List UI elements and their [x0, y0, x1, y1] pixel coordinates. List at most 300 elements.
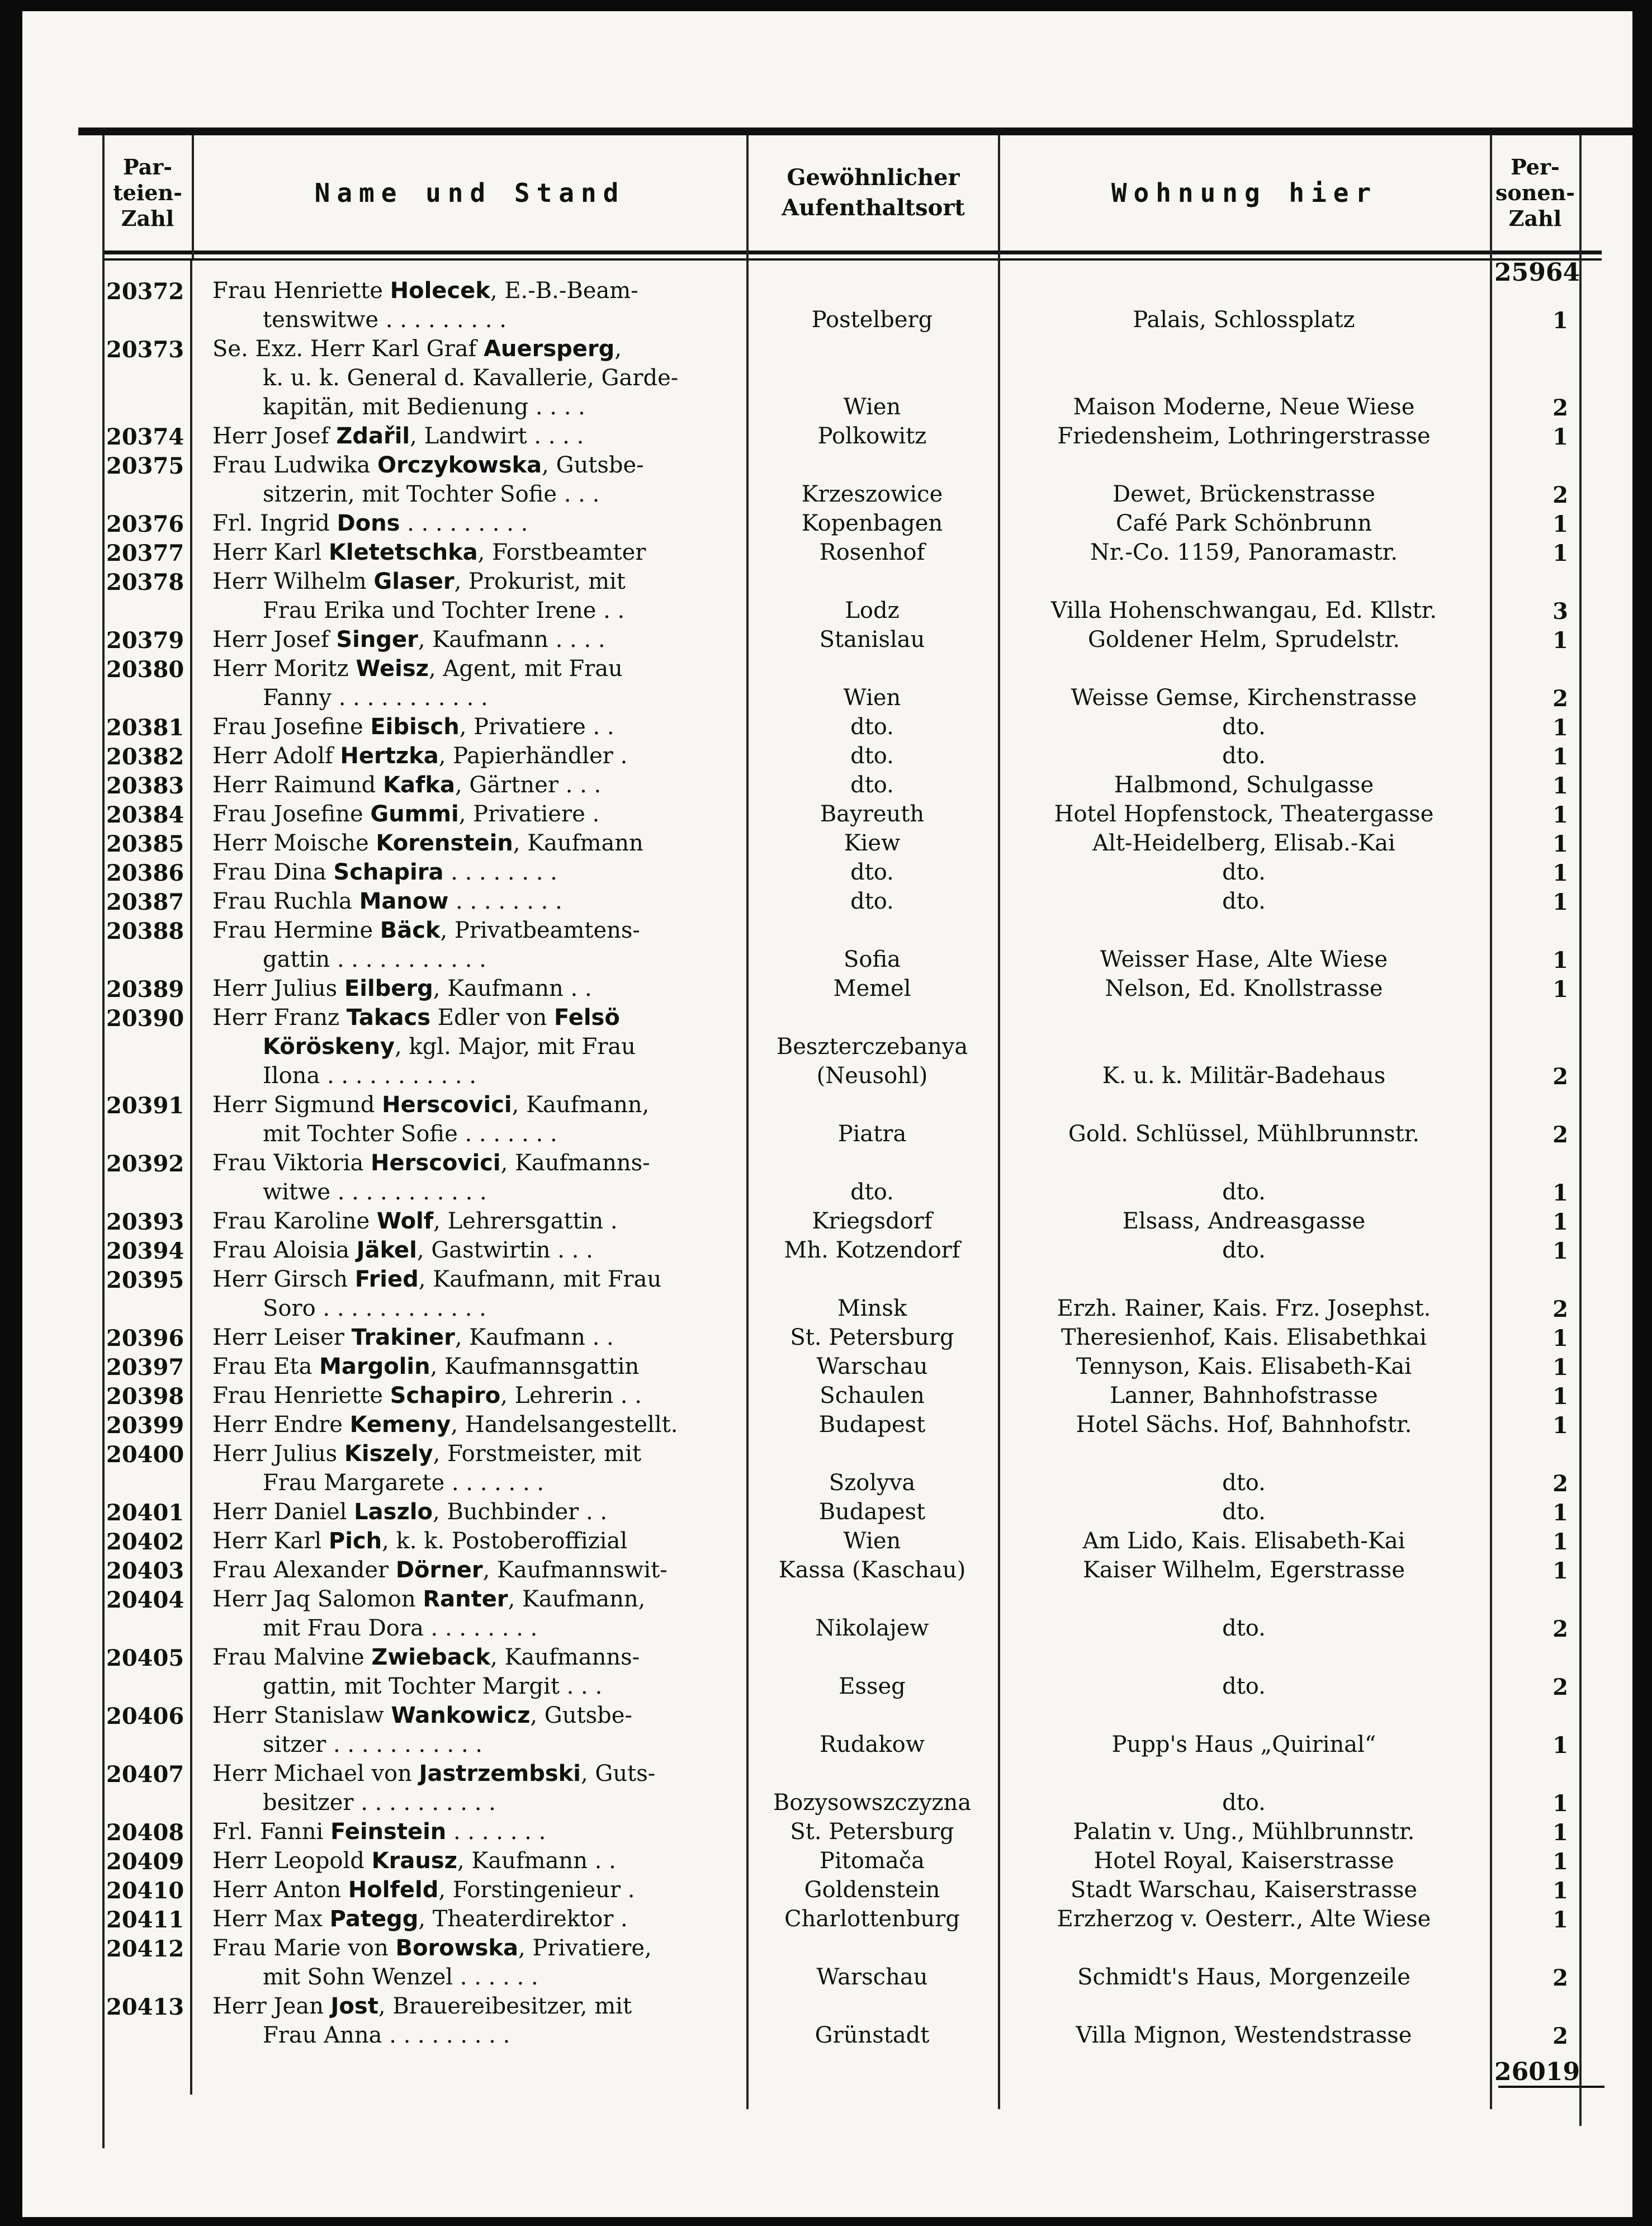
entry-name-line: [212, 596, 738, 625]
entry-name-line: [212, 1846, 738, 1875]
entry-residence: Kaiser Wilhelm, Egerstrasse: [1082, 1557, 1405, 1583]
entry-residence: Villa Hohenschwangau, Ed. Kllstr.: [1050, 598, 1437, 623]
col-line-left-body: [190, 261, 192, 2095]
header-origin-line-2: Aufenthaltsort: [782, 195, 965, 221]
entry-surname: Hertzka: [340, 743, 439, 769]
entry-persons: 2: [1552, 1122, 1568, 1148]
entry-name: [212, 625, 738, 654]
header-rule: [103, 251, 1602, 254]
entry-text: Herr Max: [212, 1906, 330, 1932]
entry-text: , Kaufmann . . . .: [418, 627, 605, 653]
entry-surname: Gummi: [370, 801, 459, 827]
entry-name: [212, 1701, 738, 1759]
entry-text: Frau Ruchla: [212, 888, 359, 914]
entry-name-line: [212, 858, 738, 887]
entry-persons: 2: [1552, 1965, 1568, 1991]
entry-name-line: [212, 1207, 738, 1236]
entry-text: Frau Josefine: [212, 801, 371, 827]
col-line-4: [998, 135, 1000, 2109]
entry-name-line: [212, 393, 738, 422]
entry-text: Herr Josef: [212, 423, 337, 449]
entry-origin: Wien: [843, 394, 901, 420]
entry-surname: Feinstein: [330, 1819, 447, 1845]
entry-name-line: [212, 1701, 738, 1730]
entry-number: 20392: [106, 1151, 184, 1177]
entry-residence: Halbmond, Schulgasse: [1114, 772, 1374, 798]
entry-number: 20385: [106, 831, 184, 857]
entry-surname: Kiszely: [344, 1441, 433, 1467]
entry-surname: Felsö: [554, 1005, 620, 1031]
entry-name-line: [212, 1526, 738, 1556]
entry-name: [212, 1497, 738, 1526]
entry-text: , Papierhändler .: [438, 743, 628, 769]
entry-residence: Goldener Helm, Sprudelstr.: [1087, 627, 1400, 653]
entry-surname: Dons: [337, 511, 400, 536]
entry-origin: Lodz: [845, 598, 900, 623]
entry-persons: 1: [1552, 1180, 1568, 1206]
entry-text: Frau Malvine: [212, 1644, 372, 1670]
entry-text: Herr Josef: [212, 627, 337, 653]
entry-name: [212, 1323, 738, 1352]
entry-text: Frau Josefine: [212, 714, 371, 740]
entry-name: [212, 1934, 738, 1992]
entry-persons: 1: [1552, 889, 1568, 915]
entry-text: Fanny . . . . . . . . . . .: [263, 685, 488, 711]
entry-text: , Brauereibesitzer, mit: [378, 1993, 632, 2019]
entry-text: , E.-B.-Beam-: [490, 278, 638, 304]
entry-residence: dto.: [1222, 714, 1266, 740]
entry-text: , Privatbeamtens-: [440, 918, 640, 943]
entry-text: , Guts-: [580, 1761, 656, 1787]
entry-residence: Lanner, Bahnhofstrasse: [1110, 1383, 1378, 1409]
entry-surname: Kletetschka: [328, 540, 478, 565]
entry-name-line: [212, 1090, 738, 1119]
entry-surname: Jastrzembski: [419, 1761, 581, 1787]
entry-text: . . . . . . . .: [448, 888, 562, 914]
entry-origin: dto.: [850, 1179, 894, 1205]
entry-text: , Kaufmanns-: [500, 1150, 650, 1176]
entry-text: Frl. Fanni: [212, 1819, 331, 1845]
entry-origin: Szolyva: [829, 1470, 916, 1496]
entry-name: [212, 1003, 738, 1090]
entry-text: , Landwirt . . . .: [410, 423, 584, 449]
entry-name-line: [212, 538, 738, 567]
entry-text: , Lehrerin . .: [500, 1383, 642, 1409]
entry-number: 20407: [106, 1761, 184, 1788]
entry-name-line: [212, 305, 738, 334]
col-line-3: [746, 135, 749, 2109]
header-persons-line-3: Zahl: [1508, 206, 1562, 231]
col-line-1: [102, 135, 105, 2148]
entry-name-line: [212, 683, 738, 712]
entry-surname: Wolf: [376, 1208, 434, 1234]
entry-residence: dto.: [1222, 743, 1266, 769]
entry-name-line: [212, 625, 738, 654]
entry-number: 20383: [106, 773, 184, 799]
entry-text: , Kaufmann . .: [433, 976, 592, 1001]
entry-surname: Margolin: [319, 1354, 430, 1379]
entry-name-line: [212, 829, 738, 858]
entry-residence: Hotel Sächs. Hof, Bahnhofstr.: [1076, 1412, 1412, 1438]
entry-text: ,: [614, 336, 622, 362]
entry-text: mit Frau Dora . . . . . . . .: [263, 1615, 538, 1641]
entry-text: Herr Girsch: [212, 1266, 355, 1292]
entry-text: Soro . . . . . . . . . . . .: [263, 1296, 486, 1321]
entry-name: [212, 1352, 738, 1381]
entry-name-line: [212, 1381, 738, 1410]
entry-name-line: [212, 1352, 738, 1381]
entry-name: [212, 1526, 738, 1556]
entry-text: Frau Alexander: [212, 1557, 396, 1583]
entry-name-line: [212, 451, 738, 480]
entry-residence: Tennyson, Kais. Elisabeth-Kai: [1076, 1354, 1412, 1379]
entry-text: , Buchbinder . .: [432, 1499, 608, 1525]
entry-persons: 1: [1552, 308, 1568, 334]
entry-origin: Rudakow: [820, 1732, 925, 1757]
entry-number: 20390: [106, 1005, 184, 1032]
entry-text: mit Sohn Wenzel . . . . . .: [263, 1964, 538, 1990]
entry-name-line: [212, 1410, 738, 1439]
entry-text: Herr Sigmund: [212, 1092, 382, 1118]
entry-text: Frau Viktoria: [212, 1150, 371, 1176]
entry-persons: 2: [1552, 686, 1568, 712]
entry-name-line: [212, 1119, 738, 1149]
entry-name: [212, 276, 738, 334]
entry-name-line: [212, 1265, 738, 1294]
entry-name-line: [212, 771, 738, 800]
entry-residence: Erzherzog v. Oesterr., Alte Wiese: [1057, 1906, 1431, 1932]
entry-number: 20412: [106, 1936, 184, 1962]
entry-persons: 1: [1552, 1383, 1568, 1410]
entry-name: [212, 712, 738, 741]
entry-text: Herr Wilhelm: [212, 569, 374, 594]
entry-name: [212, 1207, 738, 1236]
entry-origin: Bozysowszczyzna: [773, 1790, 972, 1816]
entry-residence: Maison Moderne, Neue Wiese: [1073, 394, 1415, 420]
entry-number: 20397: [106, 1354, 184, 1381]
entry-text: , Kaufmann . .: [457, 1848, 616, 1874]
header-persons-line-2: sonen-: [1495, 180, 1575, 205]
entry-text: Herr Daniel: [212, 1499, 354, 1525]
entry-surname: Holecek: [390, 278, 490, 304]
entry-number: 20372: [106, 278, 184, 305]
entry-persons: 1: [1552, 831, 1568, 857]
entry-persons: 2: [1552, 1616, 1568, 1642]
entry-persons: 2: [1552, 482, 1568, 508]
entry-name: [212, 567, 738, 625]
header-col-number: [105, 137, 190, 249]
entry-text: , Privatiere,: [518, 1935, 652, 1961]
entry-residence: Weisse Gemse, Kirchenstrasse: [1071, 685, 1417, 711]
entry-text: , kgl. Major, mit Frau: [395, 1034, 636, 1060]
entry-name: [212, 1090, 738, 1149]
entry-persons: 1: [1552, 976, 1568, 1003]
entry-origin: Stanislau: [819, 627, 925, 653]
entry-text: Frau Marie von: [212, 1935, 396, 1961]
entry-surname: Bäck: [380, 918, 441, 943]
entry-text: Frau Margarete . . . . . . .: [263, 1470, 545, 1496]
entry-name-line: [212, 945, 738, 974]
entry-surname: Pategg: [329, 1906, 419, 1932]
entry-surname: Takacs: [346, 1005, 431, 1031]
entry-text: , Kaufmann,: [512, 1092, 650, 1118]
entry-surname: Jäkel: [356, 1237, 417, 1263]
entry-residence: Alt-Heidelberg, Elisab.-Kai: [1092, 830, 1395, 856]
entry-text: mit Tochter Sofie . . . . . . .: [263, 1121, 557, 1147]
entry-name: [212, 916, 738, 974]
entry-text: Frau Henriette: [212, 278, 390, 304]
entry-number: 20374: [106, 424, 184, 450]
entry-name-line: [212, 1672, 738, 1701]
entry-name: [212, 1149, 738, 1207]
entry-name: [212, 1585, 738, 1643]
entry-name-line: [212, 654, 738, 683]
entry-residence: K. u. k. Militär-Badehaus: [1102, 1063, 1386, 1089]
entry-surname: Fried: [354, 1266, 419, 1292]
entry-origin: Polkowitz: [817, 423, 927, 449]
entry-residence: Nr.-Co. 1159, Panoramastr.: [1090, 540, 1398, 565]
entry-text: gattin . . . . . . . . . . .: [263, 947, 486, 972]
entry-surname: Herscovici: [382, 1092, 512, 1118]
entry-residence: dto.: [1222, 1237, 1266, 1263]
entry-text: Frau Eta: [212, 1354, 320, 1379]
header-rule-2: [103, 258, 1602, 261]
entry-text: sitzer . . . . . . . . . . .: [263, 1732, 482, 1757]
entry-text: Herr Jean: [212, 1993, 331, 2019]
entry-name-line: [212, 1643, 738, 1672]
entry-name: [212, 1846, 738, 1875]
entry-name-line: [212, 422, 738, 451]
entry-number: 20379: [106, 627, 184, 654]
entry-text: Herr Franz: [212, 1005, 347, 1031]
entry-text: Herr Julius: [212, 1441, 344, 1467]
entry-persons: 1: [1552, 1790, 1568, 1817]
entry-text: . . . . . . .: [446, 1819, 546, 1845]
entry-text: Herr Karl: [212, 1528, 329, 1554]
entry-text: besitzer . . . . . . . . . .: [263, 1790, 496, 1816]
entry-text: Frau Ludwika: [212, 452, 377, 478]
entry-name-line: [212, 741, 738, 771]
entry-text: Frau Aloisia: [212, 1237, 357, 1263]
entry-origin: dto.: [850, 859, 894, 885]
entry-surname: Wankowicz: [391, 1703, 531, 1728]
entry-number: 20404: [106, 1587, 184, 1613]
entry-number: 20377: [106, 540, 184, 566]
entry-persons: 1: [1552, 1849, 1568, 1875]
entry-number: 20376: [106, 511, 184, 537]
entry-name: [212, 422, 738, 451]
top-rule: [78, 127, 1632, 135]
entry-text: Frl. Ingrid: [212, 511, 337, 536]
entry-persons: 1: [1552, 1558, 1568, 1584]
entry-text: Herr Moische: [212, 830, 376, 856]
entry-surname: Auersperg: [484, 336, 615, 362]
entry-number: 20393: [106, 1209, 184, 1235]
entry-text: , Kaufmann, mit Frau: [418, 1266, 662, 1292]
entry-name-line: [212, 974, 738, 1003]
entry-name: [212, 1875, 738, 1904]
entry-name-line: [212, 567, 738, 596]
entry-text: Herr Stanislaw: [212, 1703, 391, 1728]
entry-persons: 3: [1552, 598, 1568, 625]
entry-name-line: [212, 363, 738, 393]
entry-residence: Friedensheim, Lothringerstrasse: [1057, 423, 1431, 449]
entry-name-line: [212, 800, 738, 829]
header-col-persons: [1493, 137, 1578, 249]
entry-number: 20380: [106, 656, 184, 683]
entry-origin: Esseg: [839, 1674, 906, 1699]
entry-text: Herr Leopold: [212, 1848, 372, 1874]
entry-surname: Krausz: [371, 1848, 457, 1874]
entry-text: Frau Karoline: [212, 1208, 377, 1234]
entry-number: 20410: [106, 1878, 184, 1904]
entry-persons: 1: [1552, 1325, 1568, 1351]
entry-surname: Herscovici: [371, 1150, 501, 1176]
entry-origin: Beszterczebanya (Neusohl): [776, 1034, 968, 1089]
entry-residence: dto.: [1222, 1179, 1266, 1205]
carry-over-total: 25964: [1494, 258, 1580, 287]
entry-origin: Memel: [833, 976, 911, 1001]
entry-surname: Kafka: [382, 772, 455, 798]
entry-origin: Warschau: [816, 1964, 928, 1990]
entry-name-line: [212, 1003, 738, 1032]
entry-origin: Nikolajew: [815, 1615, 929, 1641]
entry-name-line: [212, 276, 738, 305]
entry-name-line: [212, 334, 738, 363]
entry-origin: Pitomača: [820, 1848, 925, 1874]
entry-name-line: [212, 916, 738, 945]
entry-surname: Manow: [359, 888, 449, 914]
entry-number: 20375: [106, 453, 184, 479]
entry-number: 20398: [106, 1383, 184, 1410]
entry-residence: dto.: [1222, 888, 1266, 914]
entry-residence: dto.: [1222, 1499, 1266, 1525]
entry-text: , Forstbeamter: [477, 540, 646, 565]
entry-name-line: [212, 1934, 738, 1963]
entry-persons: 1: [1552, 802, 1568, 828]
entry-surname: Zdařil: [336, 423, 410, 449]
entry-persons: 1: [1552, 540, 1568, 566]
entry-name: [212, 1381, 738, 1410]
entry-text: . . . . . . . .: [443, 859, 557, 885]
entry-text: Frau Hermine: [212, 918, 380, 943]
entry-text: Herr Leiser: [212, 1325, 352, 1350]
entry-number: 20394: [106, 1238, 184, 1264]
entry-text: Frau Dina: [212, 859, 334, 885]
entry-name-line: [212, 1788, 738, 1817]
entry-surname: Ranter: [423, 1586, 508, 1612]
entry-name: [212, 858, 738, 887]
entry-persons: 2: [1552, 1064, 1568, 1090]
entry-number: 20402: [106, 1529, 184, 1555]
entry-text: k. u. k. General d. Kavallerie, Garde-: [263, 365, 679, 391]
entry-name-line: [212, 1497, 738, 1526]
entry-residence: dto.: [1222, 1470, 1266, 1496]
entry-text: , Kaufmann: [513, 830, 643, 856]
entry-persons: 1: [1552, 744, 1568, 770]
entry-name-line: [212, 1585, 738, 1614]
entry-origin: dto.: [850, 888, 894, 914]
entry-number: 20388: [106, 918, 184, 944]
entry-surname: Zwieback: [371, 1644, 491, 1670]
entry-text: kapitän, mit Bedienung . . . .: [263, 394, 585, 420]
entry-name-line: [212, 1323, 738, 1352]
entry-name-line: [212, 1439, 738, 1468]
entry-name-line: [212, 1032, 738, 1061]
entry-persons: 1: [1552, 1354, 1568, 1381]
entry-text: , k. k. Postoberoffizial: [382, 1528, 628, 1554]
header-number-line-2: teien-: [113, 180, 182, 205]
header-residence-label: Wohnung hier: [1111, 178, 1378, 208]
entry-residence: Palais, Schlossplatz: [1133, 307, 1355, 333]
entry-text: , Forstingenieur .: [438, 1877, 635, 1903]
entry-name-line: [212, 1178, 738, 1207]
entry-number: 20403: [106, 1558, 184, 1584]
entry-text: , Handelsangestellt.: [451, 1412, 678, 1438]
entry-persons: 1: [1552, 1907, 1568, 1933]
entry-name: [212, 1643, 738, 1701]
entry-name-line: [212, 1817, 738, 1846]
entry-text: , Kaufmannswit-: [482, 1557, 668, 1583]
entry-origin: Krzeszowice: [801, 481, 943, 507]
entry-text: , Lehrersgattin .: [433, 1208, 618, 1234]
entry-residence: Theresienhof, Kais. Elisabethkai: [1061, 1325, 1427, 1350]
entry-number: 20382: [106, 744, 184, 770]
entry-number: 20378: [106, 569, 184, 596]
header-name-label: Name und Stand: [314, 178, 626, 208]
entry-persons: 1: [1552, 1529, 1568, 1555]
entry-text: , Gastwirtin . . .: [416, 1237, 593, 1263]
entry-name: [212, 1904, 738, 1934]
entry-text: gattin, mit Tochter Margit . . .: [263, 1674, 603, 1699]
entry-residence: Dewet, Brückenstrasse: [1113, 481, 1375, 507]
entry-persons: 1: [1552, 1732, 1568, 1759]
final-total: 26019: [1494, 2058, 1580, 2086]
entry-text: , Kaufmann,: [508, 1586, 646, 1612]
entry-name: [212, 1439, 738, 1497]
entry-name: [212, 1265, 738, 1323]
entry-origin: Grünstadt: [815, 2022, 930, 2048]
entry-surname: Trakiner: [351, 1325, 455, 1350]
entry-name-line: [212, 1294, 738, 1323]
entry-text: , Agent, mit Frau: [428, 656, 623, 682]
entry-text: sitzerin, mit Tochter Sofie . . .: [263, 481, 600, 507]
entry-name-line: [212, 1963, 738, 1992]
entry-number: 20391: [106, 1093, 184, 1119]
entry-persons: 2: [1552, 2023, 1568, 2049]
entry-text: Herr Raimund: [212, 772, 383, 798]
entry-text: , Kaufmann . .: [455, 1325, 614, 1350]
entry-origin: Piatra: [837, 1121, 907, 1147]
header-col-name: [195, 137, 745, 249]
entry-name: [212, 887, 738, 916]
entry-residence: Erzh. Rainer, Kais. Frz. Josephst.: [1057, 1296, 1431, 1321]
entry-surname: Pich: [328, 1528, 382, 1554]
header-col-residence: [1001, 137, 1488, 249]
entry-origin: Kriegsdorf: [812, 1208, 932, 1234]
entry-text: Herr Julius: [212, 976, 344, 1001]
entry-surname: Holfeld: [348, 1877, 439, 1903]
entry-text: Frau Anna . . . . . . . . .: [263, 2022, 510, 2048]
entry-origin: Wien: [843, 685, 901, 711]
entry-name: [212, 771, 738, 800]
entry-residence: Palatin v. Ung., Mühlbrunnstr.: [1073, 1819, 1415, 1845]
entry-surname: Laszlo: [354, 1499, 433, 1525]
entry-text: , Kaufmannsgattin: [430, 1354, 640, 1379]
entry-surname: Korenstein: [376, 830, 513, 856]
entry-number: 20399: [106, 1412, 184, 1439]
entry-name-line: [212, 1061, 738, 1090]
